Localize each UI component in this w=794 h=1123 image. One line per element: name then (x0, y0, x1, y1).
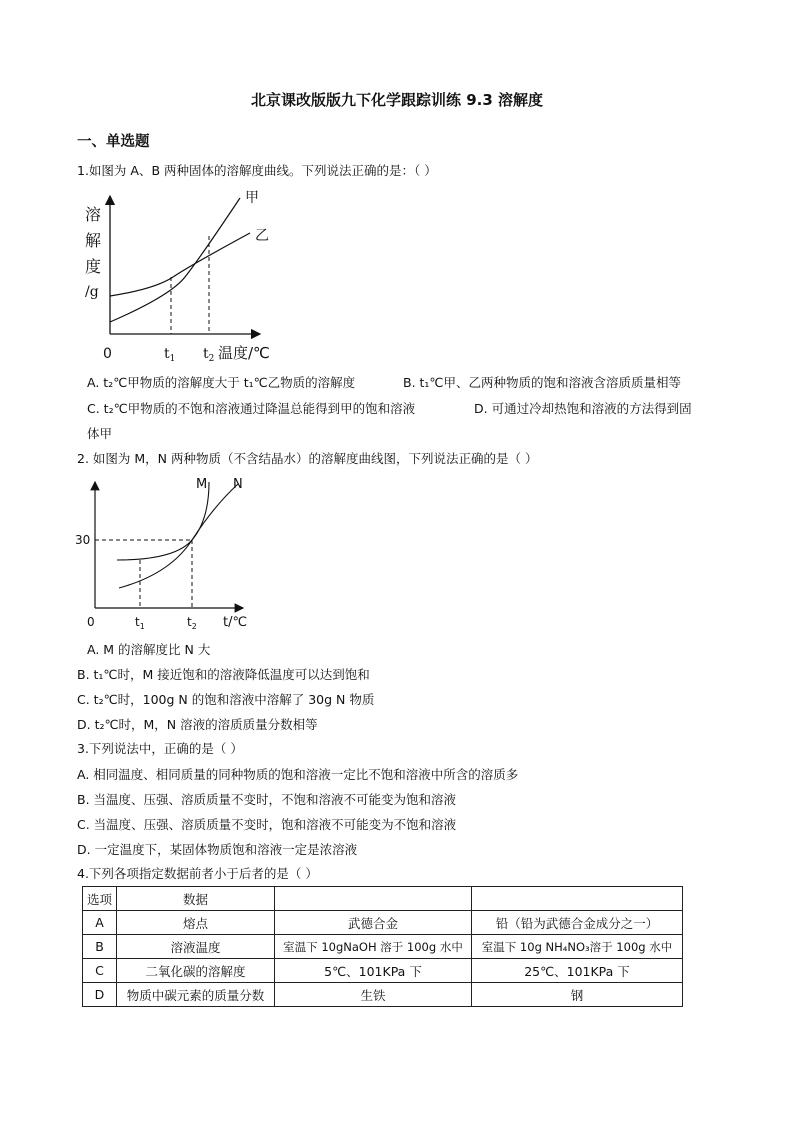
q1-curve-yi (110, 233, 250, 296)
q2-y-tick-30: 30 (75, 533, 91, 547)
table-header-cell (275, 887, 472, 911)
table-cell: 熔点 (117, 911, 275, 935)
table-header-cell: 数据 (117, 887, 275, 911)
q2-curve-m-label: M (196, 477, 208, 492)
table-cell: 溶液温度 (117, 935, 275, 959)
table-cell: C (83, 959, 117, 983)
table-cell: D (83, 983, 117, 1007)
table-cell: 5℃、101KPa 下 (275, 959, 472, 983)
table-row (83, 959, 683, 983)
q2-t2-label: $t_2$ (187, 615, 197, 631)
q2-stem: 2. 如图为 M，N 两种物质（不含结晶水）的溶解度曲线图，下列说法正确的是（ ） (77, 451, 538, 466)
table-cell: B (83, 935, 117, 959)
q1-solubility-chart (75, 186, 295, 366)
q1-option-a[interactable]: A. t₂℃甲物质的溶解度大于 t₁℃乙物质的溶解度 (87, 375, 356, 390)
q2-option-b[interactable]: B. t₁℃时，M 接近饱和的溶液降低温度可以达到饱和 (77, 667, 370, 682)
q2-curve-n (119, 484, 238, 588)
table-cell: 室温下 10gNaOH 溶于 100g 水中 (275, 935, 472, 959)
q2-option-c[interactable]: C. t₂℃时，100g N 的饱和溶液中溶解了 30g N 物质 (77, 692, 375, 707)
q1-t2-label: $t_2$ (203, 346, 215, 364)
table-cell: 室温下 10g NH₄NO₃溶于 100g 水中 (472, 935, 683, 959)
q3-option-b[interactable]: B. 当温度、压强、溶质质量不变时，不饱和溶液不可能变为饱和溶液 (77, 792, 457, 807)
q2-curve-n-label: N (233, 477, 243, 492)
table-row (83, 983, 683, 1007)
q1-y-label-unit: /g (85, 284, 99, 300)
q2-solubility-chart (75, 474, 260, 634)
q1-x-axis-label: 温度/℃ (218, 344, 270, 362)
q4-data-table (82, 886, 683, 1007)
page-title: 北京课改版版九下化学跟踪训练 9.3 溶解度 (250, 91, 544, 109)
q2-t1-label: $t_1$ (135, 615, 145, 631)
q2-curve-m (117, 482, 209, 560)
q1-stem: 1.如图为 A、B 两种固体的溶解度曲线。下列说法正确的是：（ ） (77, 163, 437, 178)
table-header-cell (472, 887, 683, 911)
q1-curve-yi-label: 乙 (255, 228, 269, 244)
q1-y-label-2: 解 (85, 231, 102, 250)
q1-y-label-3: 度 (85, 257, 102, 276)
q3-stem: 3.下列说法中，正确的是（ ） (77, 741, 243, 756)
table-row (83, 911, 683, 935)
q3-option-d[interactable]: D. 一定温度下，某固体物质饱和溶液一定是浓溶液 (77, 842, 358, 857)
q4-stem: 4.下列各项指定数据前者小于后者的是（ ） (77, 866, 318, 881)
q1-option-b[interactable]: B. t₁℃甲、乙两种物质的饱和溶液含溶质质量相等 (403, 375, 681, 390)
q2-option-d[interactable]: D. t₂℃时，M，N 溶液的溶质质量分数相等 (77, 717, 318, 732)
table-row (83, 935, 683, 959)
table-cell: 二氧化碳的溶解度 (117, 959, 275, 983)
q2-x-axis-label: t/℃ (223, 615, 248, 630)
q2-origin-label: 0 (87, 615, 95, 629)
q2-option-a[interactable]: A. M 的溶解度比 N 大 (87, 642, 211, 657)
table-cell: 钢 (472, 983, 683, 1007)
q3-option-c[interactable]: C. 当温度、压强、溶质质量不变时，饱和溶液不可能变为不饱和溶液 (77, 817, 457, 832)
q1-option-d-continued: 体甲 (87, 426, 113, 441)
q1-curve-jia (110, 198, 240, 322)
q1-curve-jia-label: 甲 (245, 190, 259, 206)
table-cell: 铅（铅为武德合金成分之一） (472, 911, 683, 935)
q1-option-d[interactable]: D. 可通过冷却热饱和溶液的方法得到固 (474, 401, 692, 416)
q1-origin-label: 0 (103, 346, 112, 362)
table-cell: 25℃、101KPa 下 (472, 959, 683, 983)
table-cell: A (83, 911, 117, 935)
q1-t1-label: $t_1$ (164, 346, 176, 364)
section-heading: 一、单选题 (77, 134, 150, 150)
q1-option-c[interactable]: C. t₂℃甲物质的不饱和溶液通过降温总能得到甲的饱和溶液 (87, 401, 416, 416)
table-cell: 武德合金 (275, 911, 472, 935)
q1-y-label-1: 溶 (85, 205, 102, 224)
table-header-cell: 选项 (83, 887, 117, 911)
q3-option-a[interactable]: A. 相同温度、相同质量的同种物质的饱和溶液一定比不饱和溶液中所含的溶质多 (77, 767, 519, 782)
table-header-row (83, 887, 683, 911)
table-cell: 物质中碳元素的质量分数 (117, 983, 275, 1007)
table-cell: 生铁 (275, 983, 472, 1007)
